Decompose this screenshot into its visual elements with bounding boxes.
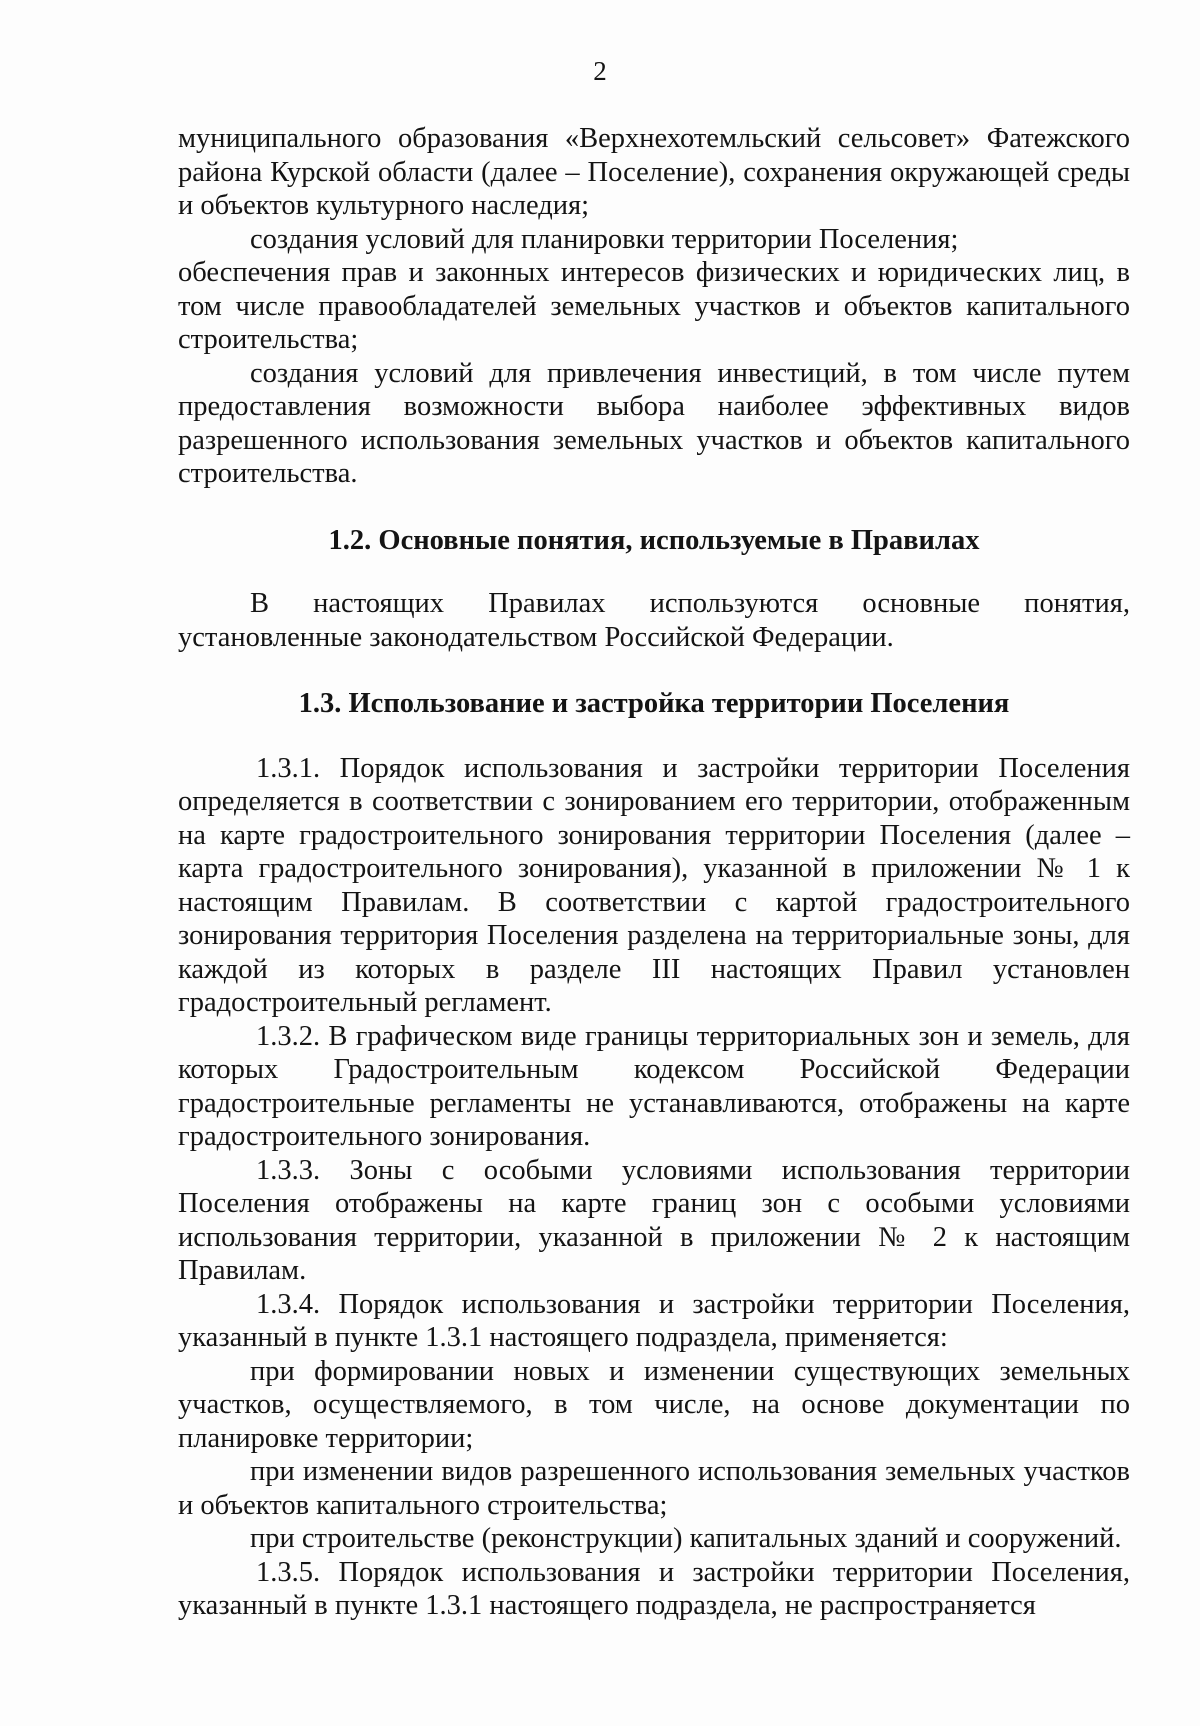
clause-1-3-2: 1.3.2. В графическом виде границы территориальных зон и земель, для которых Градостроительным кодексом Российской Федерации градостроительные регламенты не устанавливаются, отображены на карте градостроительного зонирования. — [178, 1020, 1130, 1152]
paragraph: обеспечения прав и законных интересов физических и юридических лиц, в том числе правообладателей земельных участков и объектов капитального строительства; — [178, 257, 1130, 355]
clause-1-3-3: 1.3.3. Зоны с особыми условиями использования территории Поселения отображены на карте границ зон с особыми условиями использования территории, указанной в приложении № 2 к настоящим Правилам. — [178, 1154, 1130, 1286]
paragraph: создания условий для планировки территории Поселения; — [250, 223, 959, 255]
paragraph: муниципального образования «Верхнехотемльский сельсовет» Фатежского района Курской области (далее – Поселение), сохранения окружающей среды и объектов культурного наследия; — [178, 123, 1130, 221]
clause-1-3-5: 1.3.5. Порядок использования и застройки территории Поселения, указанный в пункте 1.3.1 настоящего подраздела, не распространяется — [178, 1556, 1130, 1621]
list-item: при строительстве (реконструкции) капитальных зданий и сооружений. — [250, 1523, 1122, 1554]
paragraph: создания условий для привлечения инвестиций, в том числе путем предоставления возможности выбора наиболее эффективных видов разрешенного использования земельных участков и объектов капитального строительства. — [178, 357, 1130, 489]
clause-1-3-1: 1.3.1. Порядок использования и застройки территории Поселения определяется в соответствии с зонированием его территории, отображенным на карте градостроительного зонирования территории Поселения (далее – карта градостроительного зонирования), указанной в приложении № 1 к настоящим Правилам. В соответствии с картой градостроительного зонирования территория Поселения разделена на территориальные зоны, для каждой из которых в разделе III настоящих Правил установлен градостроительный регламент. — [178, 752, 1130, 1018]
section-heading-1-2: 1.2. Основные понятия, используемые в Правилах — [328, 524, 980, 556]
list-item: при изменении видов разрешенного использования земельных участков и объектов капитального строительства; — [178, 1456, 1130, 1521]
document-body — [178, 122, 1130, 1623]
section-heading-1-3: 1.3. Использование и застройка территории Поселения — [298, 688, 1010, 719]
page-number: 2 — [593, 56, 607, 86]
clause-1-3-4: 1.3.4. Порядок использования и застройки территории Поселения, указанный в пункте 1.3.1 настоящего подраздела, применяется: — [178, 1288, 1130, 1353]
paragraph: В настоящих Правилах используются основные понятия, установленные законодательством Российской Федерации. — [178, 588, 1130, 653]
list-item: при формировании новых и изменении существующих земельных участков, осуществляемого, в том числе, на основе документации по планировке территории; — [178, 1355, 1130, 1454]
